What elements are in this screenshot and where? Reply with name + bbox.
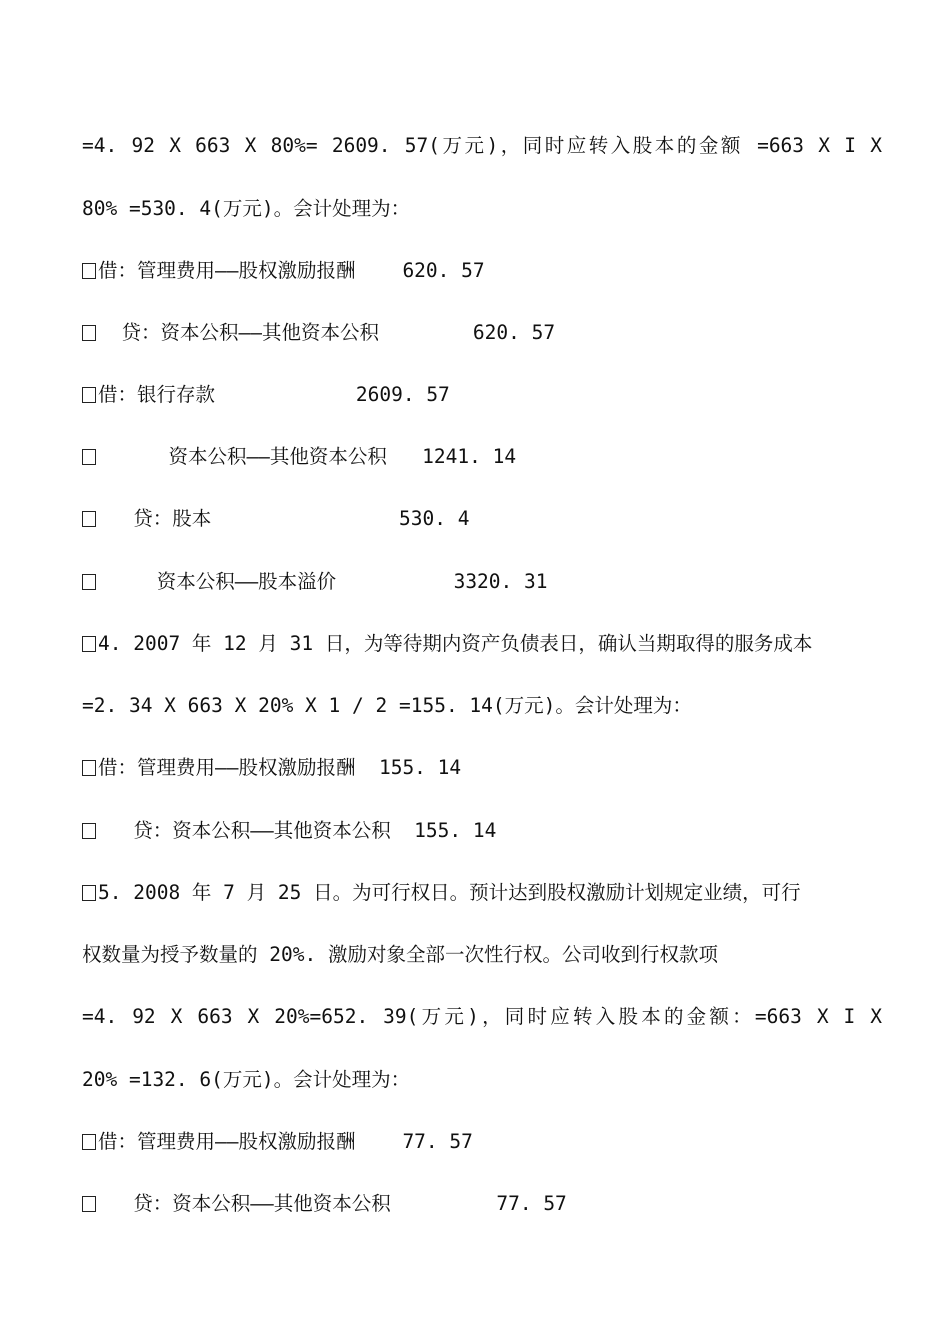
checkbox-square-icon xyxy=(82,760,96,776)
checkbox-square-icon xyxy=(82,387,96,403)
checkbox-square-icon xyxy=(82,325,96,341)
line-text: 借：管理费用——股权激励报酬 77. 57 xyxy=(98,1130,473,1153)
checkbox-square-icon xyxy=(82,511,96,527)
line-text: 5. 2008 年 7 月 25 日。为可行权日。预计达到股权激励计划规定业绩，可行 xyxy=(98,881,801,904)
text-line xyxy=(82,379,882,411)
text-line xyxy=(82,566,882,598)
line-text: 权数量为授予数量的 20%. 激励对象全部一次性行权。公司收到行权款项 xyxy=(82,943,718,966)
line-text: 贷：资本公积——其他资本公积 620. 57 xyxy=(98,321,556,344)
checkbox-square-icon xyxy=(82,1134,96,1150)
line-text: 贷：资本公积——其他资本公积 77. 57 xyxy=(98,1192,567,1215)
line-text: 20% =132. 6(万元)。会计处理为： xyxy=(82,1068,411,1091)
text-line xyxy=(82,939,882,971)
checkbox-square-icon xyxy=(82,823,96,839)
checkbox-square-icon xyxy=(82,574,96,590)
text-line xyxy=(82,690,882,722)
line-text: 资本公积——股本溢价 3320. 31 xyxy=(98,570,548,593)
line-text: =2. 34 X 663 X 20% X 1 / 2 =155. 14(万元)。会计处理为： xyxy=(82,694,692,717)
text-line xyxy=(82,130,882,162)
line-text: 贷：资本公积——其他资本公积 155. 14 xyxy=(98,819,497,842)
text-line xyxy=(82,628,882,660)
text-line xyxy=(82,815,882,847)
line-text: 贷：股本 530. 4 xyxy=(98,507,470,530)
line-text: 4. 2007 年 12 月 31 日，为等待期内资产负债表日，确认当期取得的服务成本 xyxy=(98,632,813,655)
text-line xyxy=(82,193,882,225)
line-text: 借：管理费用——股权激励报酬 620. 57 xyxy=(98,259,485,282)
line-text: 借：银行存款 2609. 57 xyxy=(98,383,450,406)
text-line xyxy=(82,877,882,909)
text-line xyxy=(82,1001,882,1033)
line-text: =4. 92 X 663 X 20%=652. 39(万元)，同时应转入股本的金额：=663 X I X xyxy=(82,1005,882,1028)
text-line xyxy=(82,752,882,784)
line-text: 借：管理费用——股权激励报酬 155. 14 xyxy=(98,756,462,779)
text-line xyxy=(82,1126,882,1158)
line-text: 80% =530. 4(万元)。会计处理为： xyxy=(82,197,411,220)
checkbox-square-icon xyxy=(82,885,96,901)
line-text: 资本公积——其他资本公积 1241. 14 xyxy=(98,445,517,468)
text-line xyxy=(82,1188,882,1220)
text-line xyxy=(82,503,882,535)
checkbox-square-icon xyxy=(82,449,96,465)
checkbox-square-icon xyxy=(82,636,96,652)
checkbox-square-icon xyxy=(82,1196,96,1212)
text-line xyxy=(82,441,882,473)
text-line xyxy=(82,255,882,287)
text-line xyxy=(82,1064,882,1096)
line-text: =4. 92 X 663 X 80%= 2609. 57(万元)，同时应转入股本的金额 =663 X I X xyxy=(82,134,882,157)
checkbox-square-icon xyxy=(82,263,96,279)
text-line xyxy=(82,317,882,349)
